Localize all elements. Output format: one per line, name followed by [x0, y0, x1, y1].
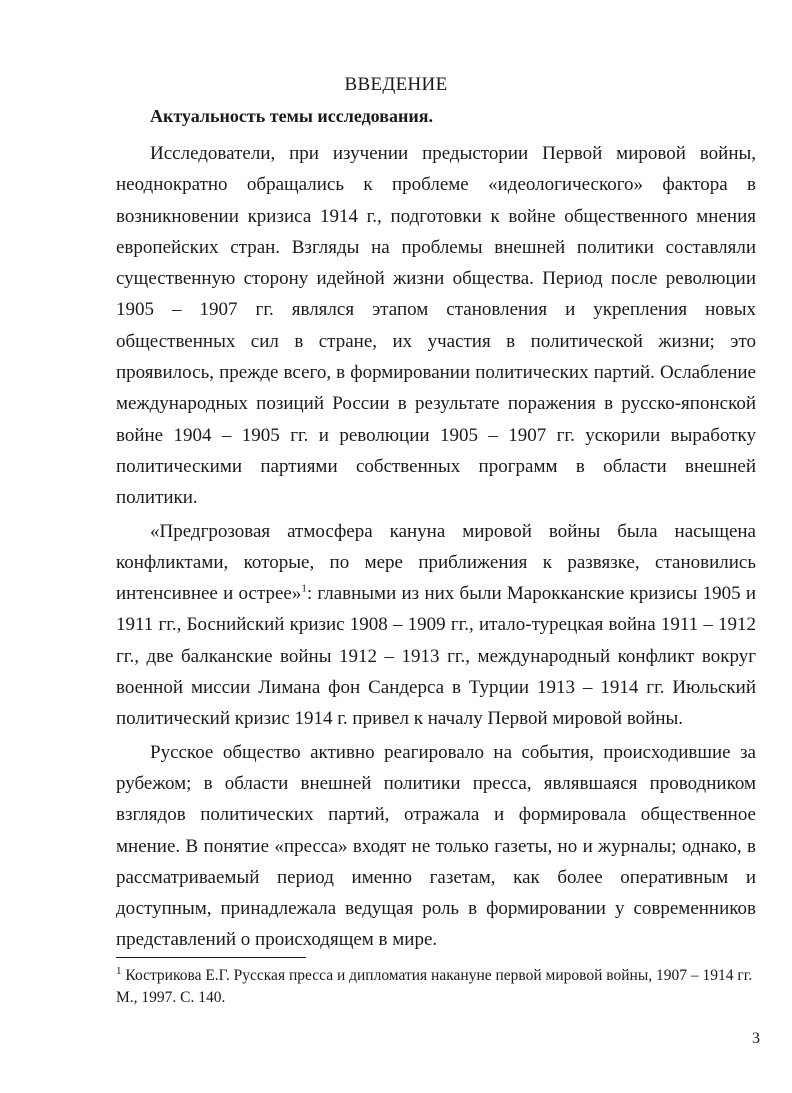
- footnote-marker: 1: [116, 964, 122, 977]
- page-number: 3: [752, 1030, 760, 1047]
- footnote-reference: 1: [301, 582, 307, 595]
- section-heading: Актуальность темы исследования.: [150, 106, 433, 126]
- page-title: ВВЕДЕНИЕ: [344, 74, 448, 95]
- paragraph-2: [116, 516, 756, 735]
- paragraph-2-quote: «Предгрозовая атмосфера кануна мировой войны была насыщена конфликтами, которые, по мере приближения к развязке, становились интенсивнее и острее»: [116, 520, 756, 605]
- paragraph-3: Русское общество активно реагировало на события, происходившие за рубежом; в области внешней политики пресса, являвшаяся проводником взглядов политических партий, отражала и формировала общественное мнение. В понятие «пресса» входят не только газеты, но и журналы; однако, в рассматриваемый период именно газетам, как более оперативным и доступным, принадлежала ведущая роль в формировании у современников представлений о происходящем в мире.: [116, 741, 756, 951]
- paragraph-2-rest: : главными из них были Марокканские кризисы 1905 и 1911 гг., Боснийский кризис 1908 – 1909 гг., итало-турецкая война 1911 – 1912 гг., две балканские войны 1912 – 1913 гг., международный конфликт вокруг военной миссии Лимана фон Сандерса в Турции 1913 – 1914 гг. Июльский политический кризис 1914 г. привел к началу Первой мировой войны.: [116, 583, 756, 730]
- footnote-divider: [116, 957, 306, 958]
- paragraph-1: Исследователи, при изучении предыстории Первой мировой войны, неоднократно обращались к проблеме «идеологического» фактора в возникновении кризиса 1914 г., подготовки к войне общественного мнения европейских стран. Взгляды на проблемы внешней политики составляли существенную сторону идейной жизни общества. Период после революции 1905 – 1907 гг. являлся этапом становления и укрепления новых общественных сил в стране, их участия в политической жизни; это проявилось, прежде всего, в формировании политических партий. Ослабление международных позиций России в результате поражения в русско-японской войне 1904 – 1905 гг. и революции 1905 – 1907 гг. ускорили выработку политическими партиями собственных программ в области внешней политики.: [116, 143, 756, 509]
- body-text: [116, 138, 756, 958]
- footnote-text: Кострикова Е.Г. Русская пресса и дипломатия накануне первой мировой войны, 1907 – 1914 гг. М., 1997. С. 140.: [116, 967, 753, 1006]
- footnote: [116, 965, 756, 1009]
